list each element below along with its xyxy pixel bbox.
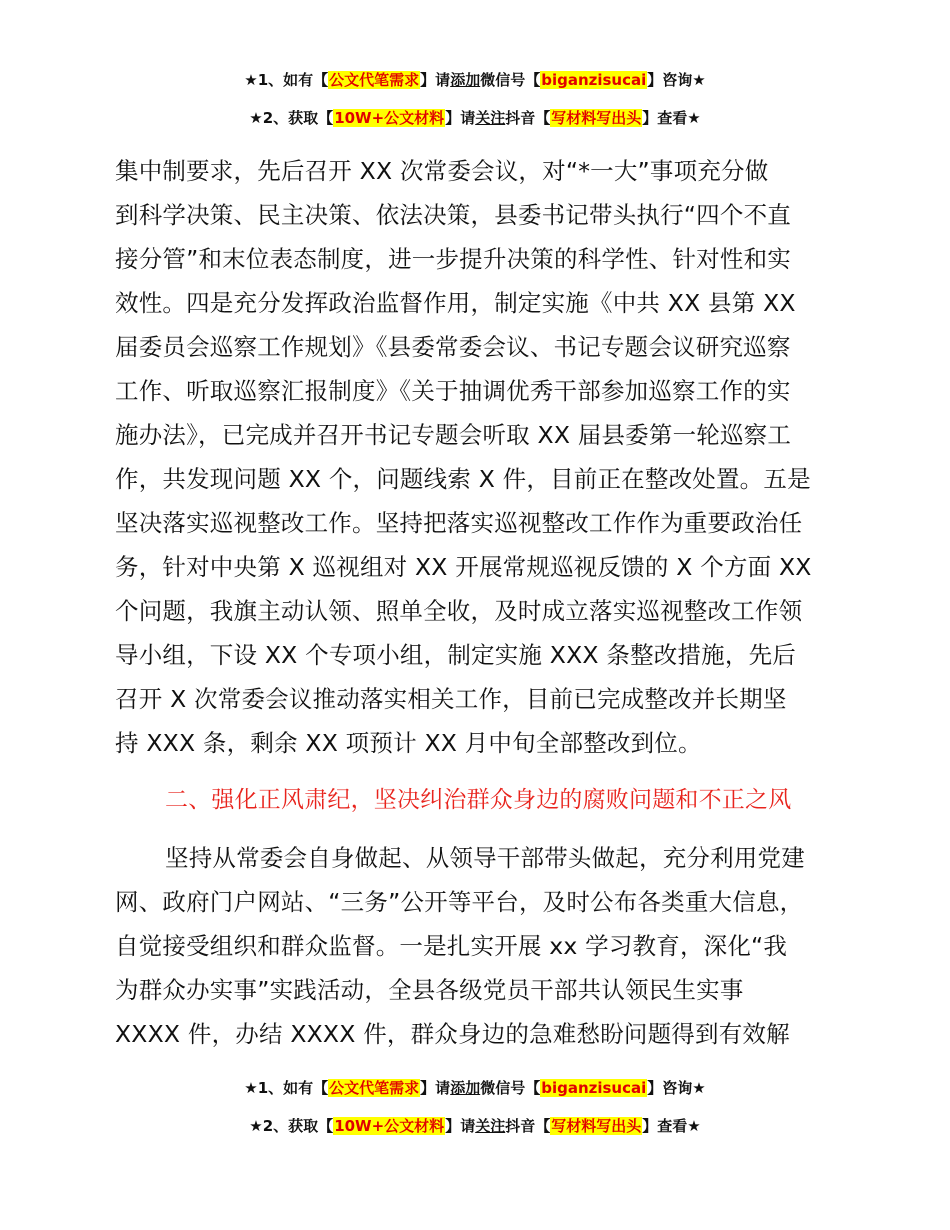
highlight-text: 公文代笔需求 xyxy=(329,71,420,89)
body-line: 到科学决策、民主决策、依法决策，县委书记带头执行“四个不直 xyxy=(115,201,791,229)
douyin-id: 写材料写出头 xyxy=(551,1117,642,1135)
underlined-text: 添加 xyxy=(450,1079,481,1097)
underlined-text: 关注 xyxy=(475,1117,506,1135)
banner-text: 】咨询★ xyxy=(647,71,706,89)
banner-text: 抖音【 xyxy=(505,1117,551,1135)
banner-text: 】请 xyxy=(420,71,451,89)
highlight-text: 10W+公文材料 xyxy=(334,1117,445,1135)
body-line: 持 XXX 条，剩余 XX 项预计 XX 月中旬全部整改到位。 xyxy=(115,729,702,757)
promo-banner-line-2 xyxy=(0,108,950,128)
body-line: 坚持从常委会自身做起、从领导干部带头做起，充分利用党建 xyxy=(165,844,805,872)
body-line: 工作、听取巡察汇报制度》《关于抽调优秀干部参加巡察工作的实 xyxy=(115,377,791,405)
underlined-text: 添加 xyxy=(450,71,481,89)
banner-text: 抖音【 xyxy=(505,109,551,127)
promo-footer-line-1 xyxy=(0,1078,950,1098)
body-line: 务，针对中央第 X 巡视组对 XX 开展常规巡视反馈的 X 个方面 XX xyxy=(115,553,812,581)
banner-text: 】请 xyxy=(445,109,476,127)
banner-text: 】查看★ xyxy=(642,1117,701,1135)
body-line: 施办法》，已完成并召开书记专题会听取 XX 届县委第一轮巡察工 xyxy=(115,421,792,449)
banner-text: 微信号【 xyxy=(480,71,541,89)
banner-text: 】请 xyxy=(445,1117,476,1135)
banner-text: 微信号【 xyxy=(480,1079,541,1097)
promo-banner-line-1 xyxy=(0,70,950,90)
body-line: 自觉接受组织和群众监督。一是扎实开展 xx 学习教育，深化“我 xyxy=(115,932,788,960)
body-line: 网、政府门户网站、“三务”公开等平台，及时公布各类重大信息， xyxy=(115,888,804,916)
highlight-text: 公文代笔需求 xyxy=(329,1079,420,1097)
douyin-id: 写材料写出头 xyxy=(551,109,642,127)
body-line: 导小组，下设 XX 个专项小组，制定实施 XXX 条整改措施，先后 xyxy=(115,641,796,669)
promo-footer-line-2 xyxy=(0,1116,950,1136)
banner-text: ★1、如有【 xyxy=(244,1079,329,1097)
body-line: 作，共发现问题 XX 个，问题线索 X 件，目前正在整改处置。五是 xyxy=(115,465,811,493)
banner-text: 】咨询★ xyxy=(647,1079,706,1097)
section-heading: 二、强化正风肃纪，坚决纠治群众身边的腐败问题和不正之风 xyxy=(165,787,792,813)
body-line: 坚决落实巡视整改工作。坚持把落实巡视整改工作作为重要政治任 xyxy=(115,509,803,537)
body-line: 召开 X 次常委会议推动落实相关工作，目前已完成整改并长期坚 xyxy=(115,685,787,713)
banner-text: ★1、如有【 xyxy=(244,71,329,89)
body-line: 接分管”和末位表态制度，进一步提升决策的科学性、针对性和实 xyxy=(115,245,791,273)
banner-text: 】查看★ xyxy=(642,109,701,127)
body-line: 效性。四是充分发挥政治监督作用，制定实施《中共 XX 县第 XX xyxy=(115,289,796,317)
highlight-text: 10W+公文材料 xyxy=(334,109,445,127)
body-line: 个问题，我旗主动认领、照单全收，及时成立落实巡视整改工作领 xyxy=(115,597,803,625)
body-line: 集中制要求，先后召开 XX 次常委会议，对“*一大”事项充分做 xyxy=(115,157,769,185)
banner-text: ★2、获取【 xyxy=(249,109,334,127)
banner-text: 】请 xyxy=(420,1079,451,1097)
body-line: 届委员会巡察工作规划》《县委常委会议、书记专题会议研究巡察 xyxy=(115,333,791,361)
body-line: XXXX 件，办结 XXXX 件，群众身边的急难愁盼问题得到有效解 xyxy=(115,1020,790,1048)
banner-text: ★2、获取【 xyxy=(249,1117,334,1135)
body-line: 为群众办实事”实践活动，全县各级党员干部共认领民生实事 xyxy=(115,976,744,1004)
wechat-id: biganzisucai xyxy=(541,1079,647,1097)
wechat-id: biganzisucai xyxy=(541,71,647,89)
underlined-text: 关注 xyxy=(475,109,506,127)
